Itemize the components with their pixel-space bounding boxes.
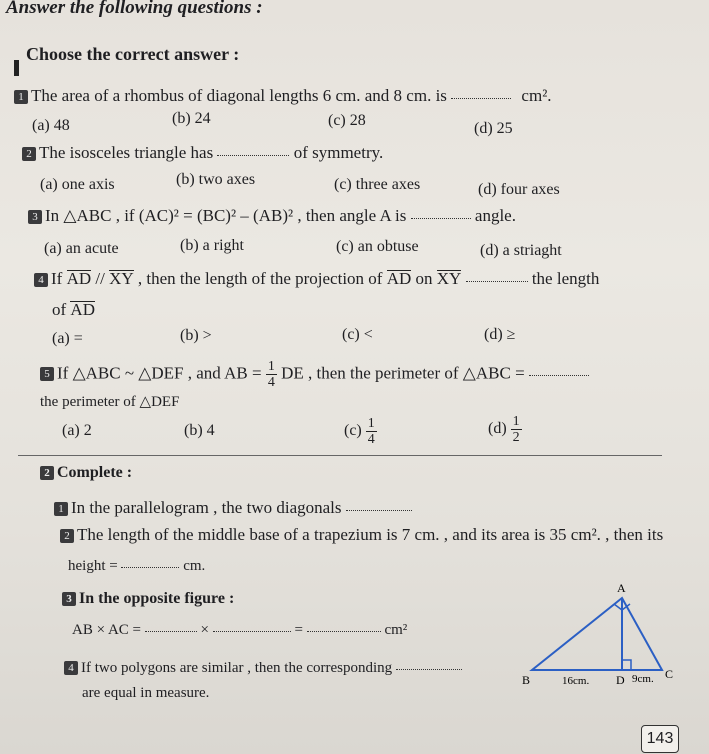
complete-3 — [62, 590, 234, 608]
question-4-on: on — [415, 269, 433, 288]
option-c-label: (c) — [344, 422, 362, 440]
question-4-option-d[interactable]: (d) ≥ — [484, 326, 516, 343]
complete-2-line2 — [68, 558, 205, 575]
complete-4-number: 4 — [64, 661, 78, 675]
question-1-option-d[interactable]: (d) 25 — [474, 120, 513, 137]
line-xy-2: XY — [436, 269, 462, 288]
complete-4 — [64, 660, 462, 677]
option-c-fraction — [366, 416, 377, 447]
question-4-of: of — [52, 300, 67, 319]
option-d-denominator: 2 — [512, 430, 520, 445]
formula-blank-1[interactable] — [145, 631, 197, 632]
question-5 — [40, 359, 589, 390]
question-3-option-c[interactable]: (c) an obtuse — [336, 238, 419, 255]
fraction-one-quarter — [266, 359, 277, 390]
question-5-option-a[interactable]: (a) 2 — [62, 422, 92, 439]
question-3 — [28, 206, 516, 226]
complete-4-text: If two polygons are similar , then the corresponding — [81, 660, 393, 676]
question-3-after: angle. — [474, 206, 516, 225]
question-4-number: 4 — [34, 273, 48, 287]
formula-unit: cm² — [384, 622, 408, 638]
question-2-option-a[interactable]: (a) one axis — [40, 176, 115, 193]
complete-1-text: In the parallelogram , the two diagonals — [71, 498, 342, 517]
section-divider — [18, 455, 662, 456]
complete-1 — [54, 498, 412, 518]
formula-label: AB × AC = — [72, 622, 142, 638]
option-c-denominator: 4 — [367, 432, 375, 447]
question-2 — [22, 143, 383, 163]
question-4-blank[interactable] — [466, 281, 528, 282]
fraction-denominator: 4 — [267, 375, 275, 390]
complete-3-number: 3 — [62, 592, 76, 606]
question-4 — [34, 269, 599, 289]
triangle-abc — [532, 598, 662, 670]
question-1-unit: cm². — [521, 86, 552, 105]
section-1-heading: Choose the correct answer : — [26, 44, 240, 64]
question-2-text: The isosceles triangle has — [39, 143, 214, 162]
times-symbol: × — [200, 622, 209, 638]
section-2-title: Complete : — [57, 464, 133, 481]
question-4-option-a[interactable]: (a) = — [52, 330, 83, 347]
question-1-option-a[interactable]: (a) 48 — [32, 117, 70, 134]
question-2-blank[interactable] — [217, 155, 289, 156]
question-5-option-c[interactable] — [344, 416, 377, 447]
complete-2 — [60, 525, 663, 545]
question-4-option-b[interactable]: (b) > — [180, 327, 212, 344]
question-4-mid: , then the length of the projection of — [137, 269, 383, 288]
question-3-option-d[interactable]: (d) a striaght — [480, 242, 562, 259]
question-1-number: 1 — [14, 90, 28, 104]
formula-blank-2[interactable] — [213, 631, 291, 632]
question-1-option-b[interactable]: (b) 24 — [172, 110, 211, 127]
page-number: 143 — [641, 725, 679, 753]
question-1-text: The area of a rhombus of diagonal lengths 6 cm. and 8 cm. is — [31, 86, 447, 105]
segment-ad-3: AD — [70, 300, 95, 319]
question-4-option-c[interactable]: (c) < — [342, 326, 373, 343]
question-5-option-d[interactable] — [488, 414, 522, 445]
question-4-if: If — [51, 269, 63, 288]
question-5-blank[interactable] — [529, 375, 589, 376]
complete-3-text: In the opposite figure : — [79, 590, 235, 607]
label-c: C — [665, 667, 674, 681]
label-dc: 9cm. — [632, 673, 654, 685]
question-2-option-b[interactable]: (b) two axes — [176, 171, 256, 188]
question-4-after: the length — [531, 269, 600, 288]
question-5-number: 5 — [40, 367, 54, 381]
complete-2-number: 2 — [60, 529, 74, 543]
option-c-numerator: 1 — [367, 416, 375, 431]
question-5-option-b[interactable]: (b) 4 — [184, 422, 215, 439]
formula-blank-3[interactable] — [307, 631, 381, 632]
complete-1-blank[interactable] — [346, 510, 412, 511]
label-b: B — [522, 673, 531, 687]
complete-2-blank[interactable] — [121, 567, 179, 568]
equals-symbol: = — [294, 622, 303, 638]
question-3-text: In △ABC , if (AC)² = (BC)² – (AB)² , then angle A is — [45, 206, 407, 225]
triangle-figure — [510, 582, 680, 692]
question-1 — [14, 86, 552, 106]
complete-4-blank[interactable] — [396, 669, 462, 670]
complete-1-number: 1 — [54, 502, 68, 516]
question-5-text2: DE , then the perimeter of △ABC = — [281, 363, 525, 383]
complete-2-unit: cm. — [183, 558, 206, 574]
question-4-line2 — [52, 300, 95, 320]
question-2-option-d[interactable]: (d) four axes — [478, 181, 560, 198]
question-2-after: of symmetry. — [293, 143, 384, 162]
complete-2-height: height = — [68, 558, 118, 574]
section-1-marker — [14, 60, 19, 76]
label-a: A — [617, 582, 626, 595]
question-2-option-c[interactable]: (c) three axes — [334, 176, 421, 193]
page-title: Answer the following questions : — [6, 0, 263, 18]
question-3-option-b[interactable]: (b) a right — [180, 237, 244, 254]
complete-2-text: The length of the middle base of a trapezium is 7 cm. , and its area is 35 cm². , then its — [77, 525, 664, 544]
question-5-text1: If △ABC ~ △DEF , and AB = — [57, 363, 262, 383]
segment-ad-2: AD — [386, 269, 412, 288]
right-angle-mark-d — [622, 660, 631, 670]
complete-3-formula — [72, 622, 407, 639]
section-2-heading — [40, 464, 132, 482]
question-5-line2: the perimeter of △DEF — [40, 394, 180, 410]
label-d: D — [616, 673, 625, 687]
question-1-option-c[interactable]: (c) 28 — [328, 112, 366, 129]
question-3-blank[interactable] — [411, 218, 471, 219]
segment-ad-overline: AD — [66, 269, 92, 288]
fraction-numerator: 1 — [267, 359, 275, 374]
label-bd: 16cm. — [562, 675, 590, 687]
parallel-symbol: // — [95, 269, 105, 288]
option-d-label: (d) — [488, 420, 507, 438]
option-d-fraction — [511, 414, 522, 445]
question-2-number: 2 — [22, 147, 36, 161]
complete-4-line2: are equal in measure. — [82, 685, 210, 701]
question-1-blank[interactable] — [451, 98, 511, 99]
option-d-numerator: 1 — [512, 414, 520, 429]
section-2-number: 2 — [40, 466, 54, 480]
question-3-number: 3 — [28, 210, 42, 224]
line-xy-overline: XY — [109, 269, 134, 288]
question-3-option-a[interactable]: (a) an acute — [44, 240, 119, 257]
